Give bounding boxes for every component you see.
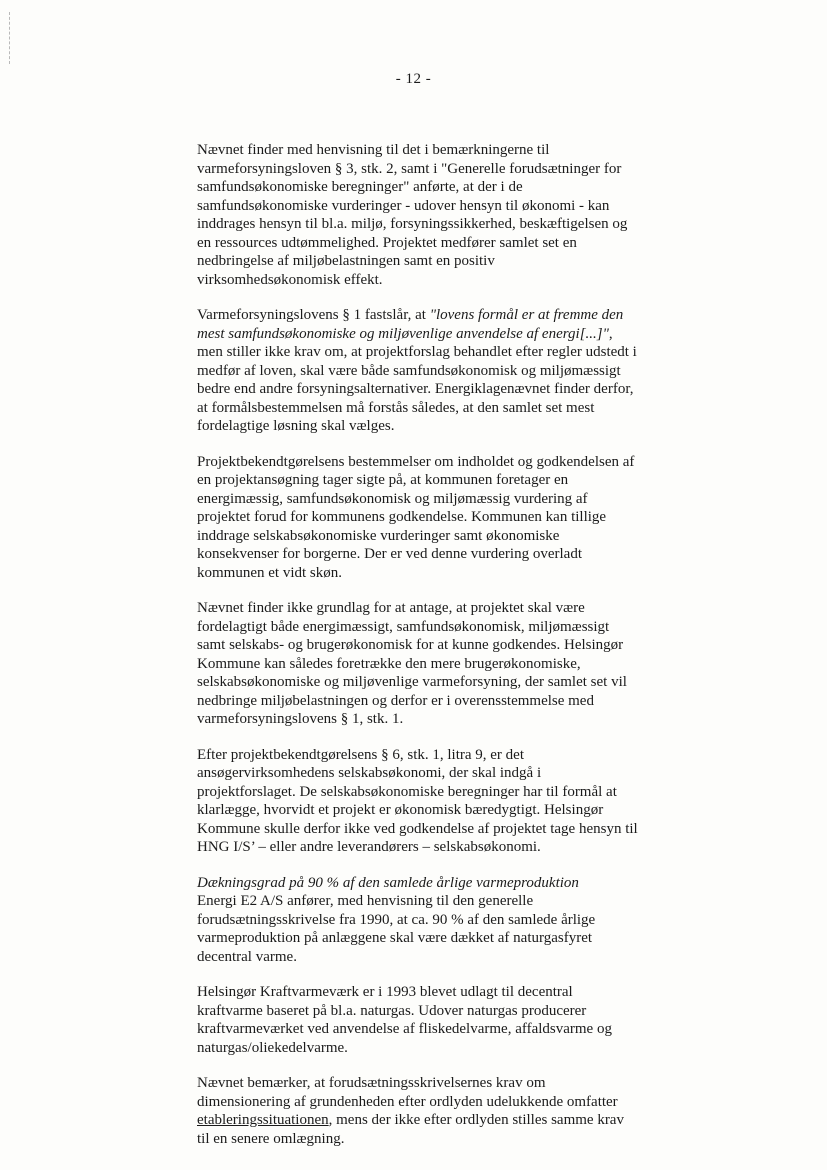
text-segment: Efter projektbekendtgørelsens § 6, stk. 1, litra 9, er det ansøgervirksomhedens selskabsøkonomi, der skal indgå i projektforslaget. De selskabsøkonomiske beregninger har til formål at klarlægge, hvorvidt et projekt er økonomisk bæredygtigt. Helsingør Kommune skulle derfor ikke ved godkendelse af projektet tage hensyn til HNG I/S’ – eller andre leverandørers – selskabsøkonomi. (197, 746, 642, 855)
paragraph (197, 983, 638, 1057)
text-segment: Varmeforsyningslovens § 1 fastslår, at (197, 307, 430, 323)
text-segment: Energi E2 A/S anfører, med henvisning til den generelle forudsætningsskrivelse fra 1990, at ca. 90 % af den samlede årlige varmeproduktion på anlæggene skal være dækket af naturgasfyret decentral varme. (197, 893, 599, 965)
text-segment: Nævnet bemærker, at forudsætningsskrivelsernes krav om dimensionering af grundenheden efter ordlyden udelukkende omfatter (197, 1075, 622, 1110)
text-segment: Nævnet finder med henvisning til det i bemærkningerne til varmeforsyningsloven § 3, stk. 2, samt i "Generelle forudsætninger for samfundsøkonomiske beregninger" anførte, at der i de samfundsøkonomiske vurderinger - udover hensyn til økonomi - kan inddrages hensyn til bl.a. miljø, forsyningssikkerhed, beskæftigelsen og en ressources udtømmelighed. Projektet medfører samlet set en nedbringelse af miljøbelastningen samt en positiv virksomhedsøkonomisk effekt. (197, 142, 632, 288)
paragraph (197, 746, 642, 857)
document-text-block (197, 141, 642, 1148)
underlined-term: etableringssituationen (197, 1112, 329, 1128)
paragraph (197, 599, 638, 729)
text-segment: Helsingør Kraftvarmeværk er i 1993 blevet udlagt til decentral kraftvarme baseret på bl.a. naturgas. Udover naturgas producerer kraftvarmeværket ved anvendelse af fliskedelvarme, affaldsvarme og naturgas/oliekedelvarme. (197, 984, 616, 1056)
paragraph (197, 874, 638, 967)
text-segment: Nævnet finder ikke grundlag for at antage, at projektet skal være fordelagtigt både energimæssigt, samfundsøkonomisk, miljømæssigt samt selskabs- og brugerøkonomisk for at kunne godkendes. Helsingør Kommune kan således foretrække den mere brugerøkonomiske, selskabsøkonomiske og miljøvenlige varmeforsyning, der samlet set vil nedbringe miljøbelastningen og derfor er i overensstemmelse med varmeforsyningslovens § 1, stk. 1. (197, 600, 631, 727)
scan-artifact-line (9, 12, 10, 64)
text-segment: Projektbekendtgørelsens bestemmelser om indholdet og godkendelsen af en projektansøgning tager sigte på, at kommunen foretager en energimæssig, samfundsøkonomisk og miljømæssig vurdering af projektet forud for kommunens godkendelse. Kommunen kan tillige inddrage selskabsøkonomiske vurderinger samt økonomiske konsekvenser for borgerne. Der er ved denne vurdering overladt kommunen et vidt skøn. (197, 453, 639, 581)
quoted-statute-text: "lovens formål er at fremme den mest samfundsøkonomiske og miljøvenlige anvendelse af energi[...]" (197, 307, 628, 342)
paragraph (197, 141, 638, 289)
page-number: - 12 - (395, 71, 432, 87)
text-segment: , mens der ikke efter ordlyden stilles samme krav til en senere omlægning. (197, 1112, 628, 1147)
section-heading: Dækningsgrad på 90 % af den samlede årlige varmeproduktion (197, 874, 579, 891)
text-segment: , men stiller ikke krav om, at projektforslag behandlet efter regler udstedt i medfør af loven, skal være både samfundsøkonomisk og miljømæssigt bedre end andre forsyningsalternativer. Energiklagenævnet finder derfor, at formålsbestemmelsen må forstås således, at den samlet set mest fordelagtige løsning skal vælges. (197, 325, 641, 434)
paragraph (197, 306, 641, 436)
paragraph (197, 1074, 638, 1148)
paragraph (197, 453, 638, 583)
